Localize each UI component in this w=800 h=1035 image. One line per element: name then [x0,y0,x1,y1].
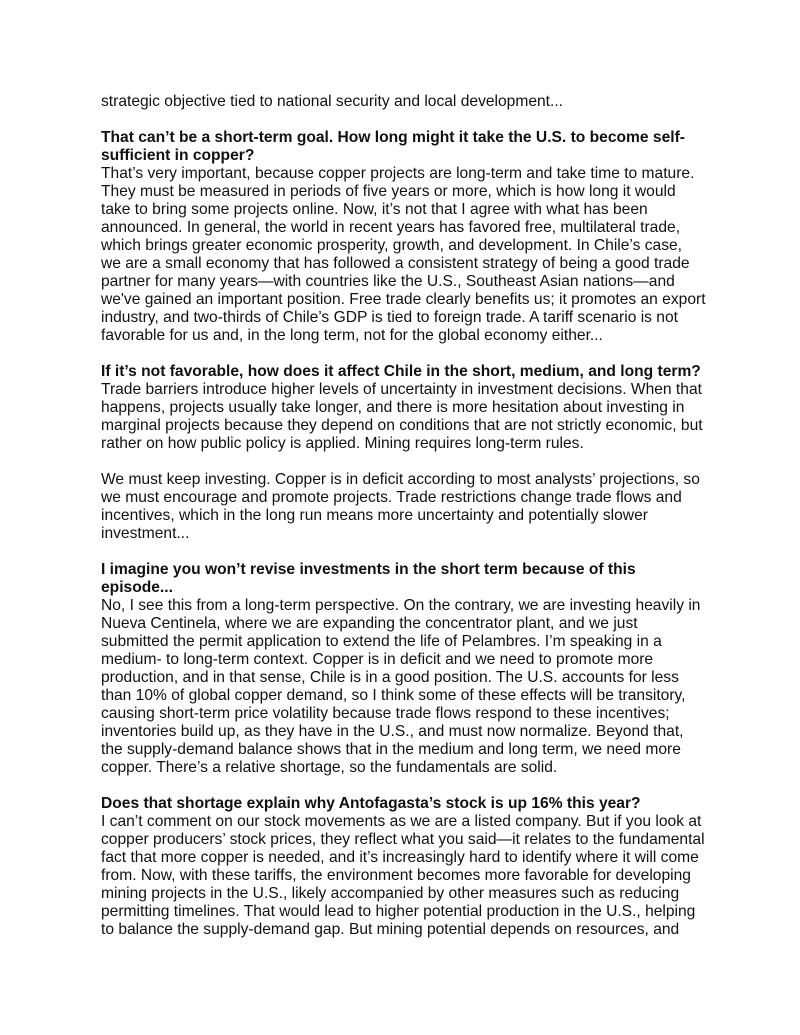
interview-question: Does that shortage explain why Antofagasta’s stock is up 16% this year? [101,795,641,812]
interview-answer: Trade barriers introduce higher levels of uncertainty in investment decisions. When that happens, projects usually take longer, and there is more hesitation about investing in marginal projects because they depend on conditions that are not strictly economic, but rather on how public policy is applied. Mining requires long-term rules. [101,381,703,452]
interview-answer: No, I see this from a long-term perspective. On the contrary, we are investing heavily in Nueva Centinela, where we are expanding the concentrator plant, and we just submitted the permit application to extend the life of Pelambres. I’m speaking in a medium- to long-term context. Copper is in deficit and we need to promote more production, and in that sense, Chile is in a good position. The U.S. accounts for less than 10% of global copper demand, so I think some of these effects will be transitory, causing short-term price volatility because trade flows respond to these incentives; inventories build up, as they have in the U.S., and must now normalize. Beyond that, the supply-demand balance shows that in the medium and long term, we need more copper. There’s a relative shortage, so the fundamentals are solid. [101,597,701,776]
interview-answer: I can’t comment on our stock movements as we are a listed company. But if you look at copper producers’ stock prices, they reflect what you said—it relates to the fundamental fact that more copper is needed, and it’s increasingly hard to identify where it will come from. Now, with these tariffs, the environment becomes more favorable for developing mining projects in the U.S., likely accompanied by other measures such as reducing permitting timelines. That would lead to higher potential production in the U.S., helping to balance the supply-demand gap. But mining potential depends on resources, and [101,813,705,938]
interview-question: If it’s not favorable, how does it affect Chile in the short, medium, and long term? [101,363,701,380]
interview-question: That can’t be a short-term goal. How long might it take the U.S. to become self-sufficient in copper? [101,129,685,164]
document-page [101,93,706,939]
interview-answer: That’s very important, because copper projects are long-term and take time to mature. They must be measured in periods of five years or more, which is how long it would take to bring some projects online. Now, it’s not that I agree with what has been announced. In general, the world in recent years has favored free, multilateral trade, which brings greater economic prosperity, growth, and development. In Chile’s case, we are a small economy that has followed a consistent strategy of being a good trade partner for many years—with countries like the U.S., Southeast Asian nations—and we've gained an important position. Free trade clearly benefits us; it promotes an export industry, and two-thirds of Chile’s GDP is tied to foreign trade. A tariff scenario is not favorable for us and, in the long term, not for the global economy either... [101,165,706,344]
interview-question: I imagine you won’t revise investments in the short term because of this episode... [101,561,636,596]
interview-answer: We must keep investing. Copper is in deficit according to most analysts’ projections, so we must encourage and promote projects. Trade restrictions change trade flows and incentives, which in the long run means more uncertainty and potentially slower investment... [101,471,700,542]
body-paragraph: strategic objective tied to national security and local development... [101,93,564,110]
